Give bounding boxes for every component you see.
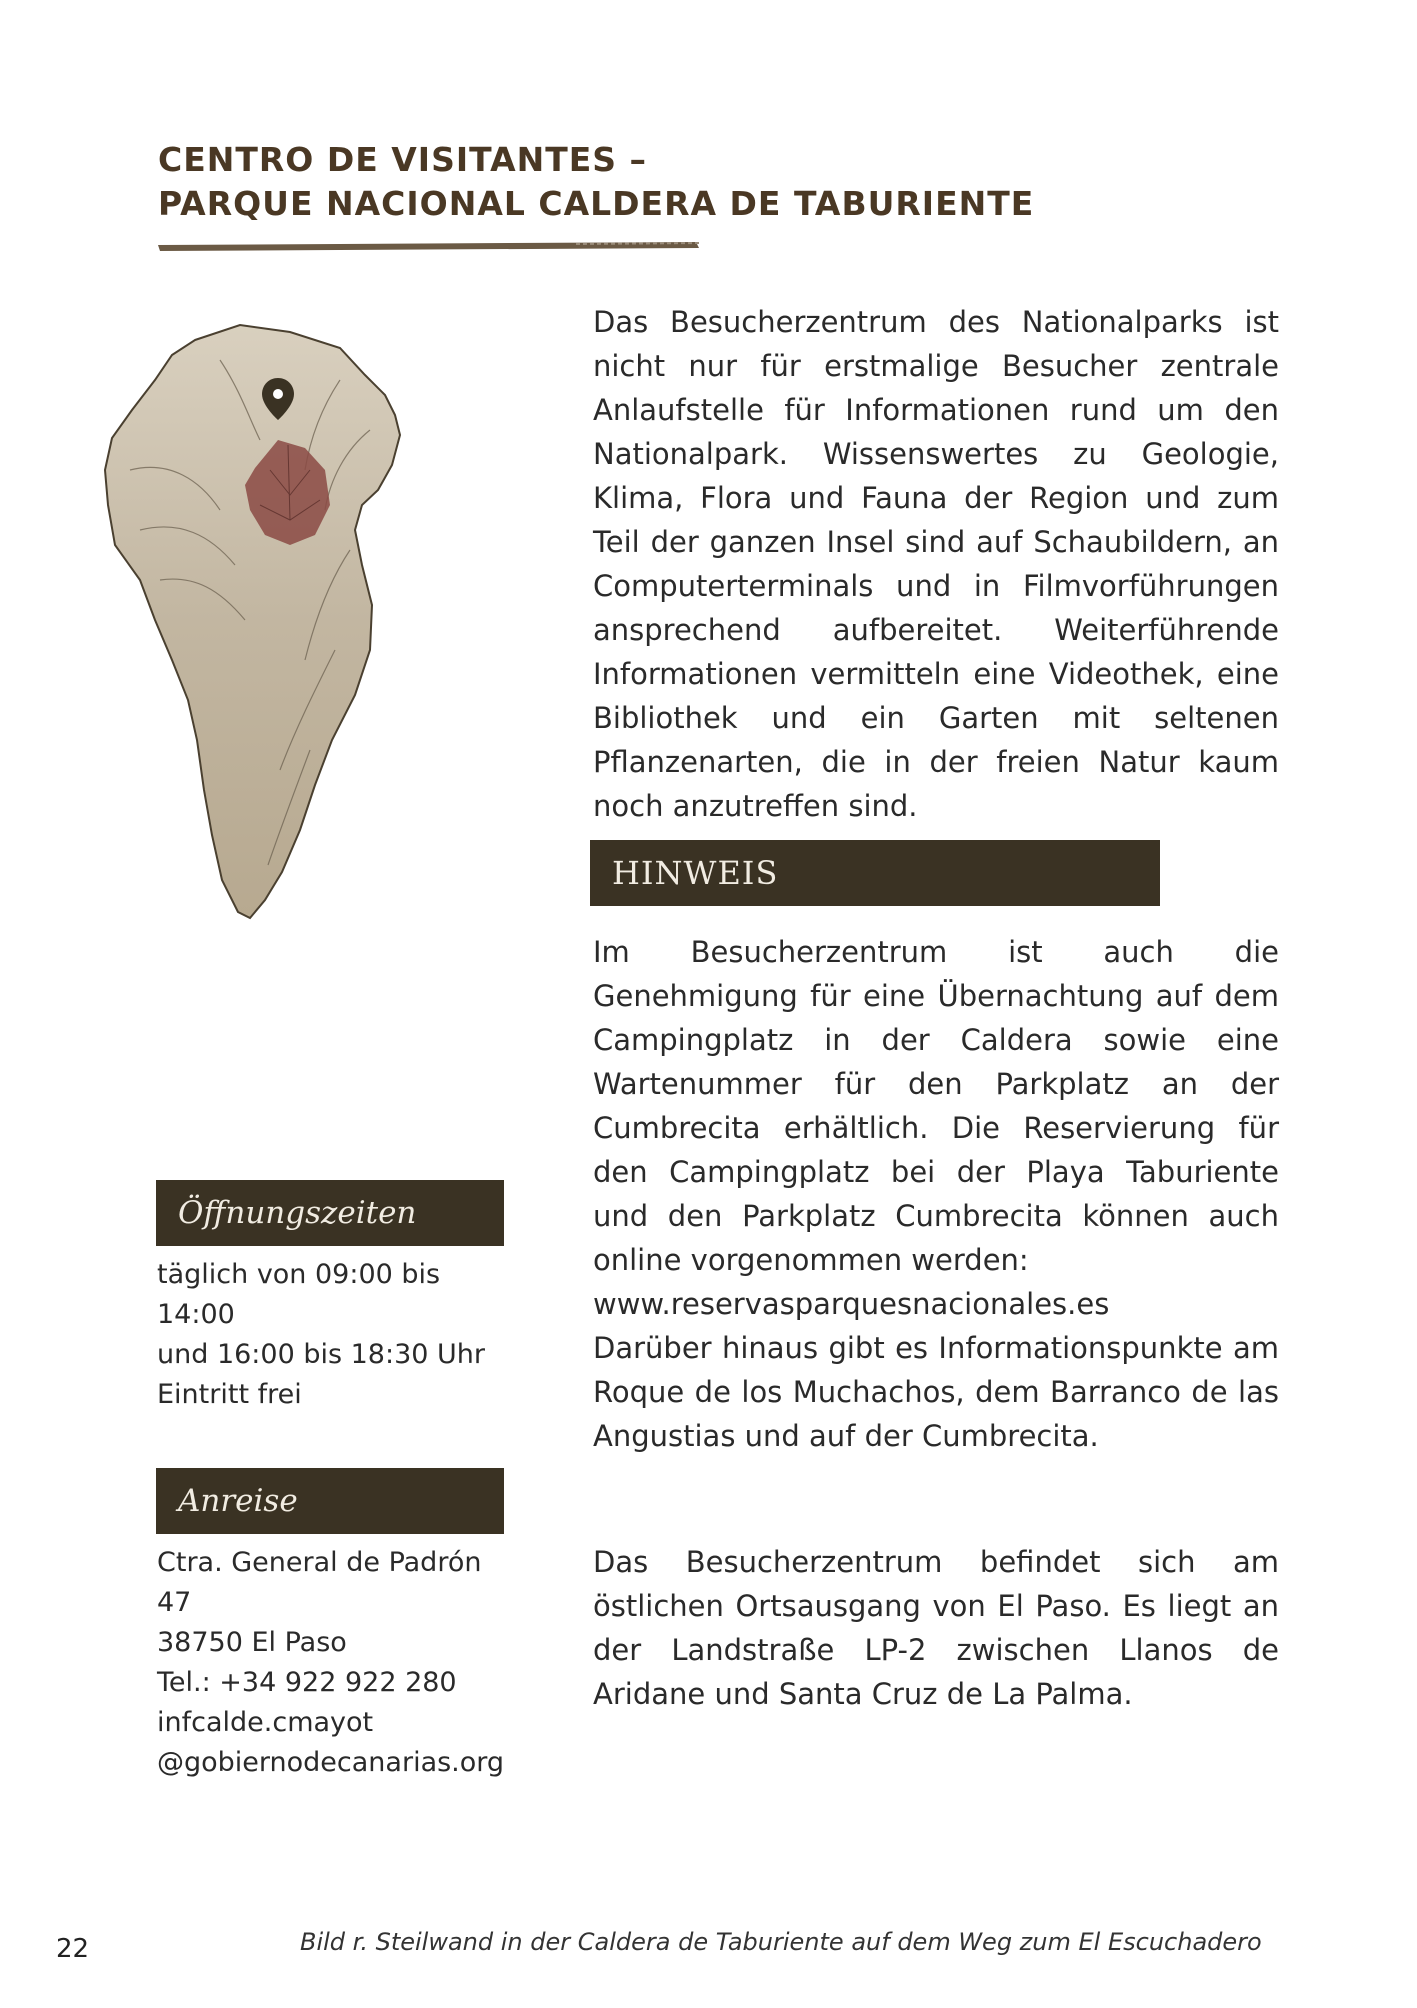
hours-line-2: und 16:00 bis 18:30 Uhr [157,1339,485,1370]
hinweis-text: Im Besucherzentrum ist auch die Genehmigung für eine Übernachtung auf dem Campingplatz in der Caldera sowie eine Wartenummer für den Parkplatz an der Cumbrecita erhältlich. Die Reservierung für den Campingplatz bei der Playa Taburiente und den Parkplatz Cumbrecita können auch online vorgenommen werden: [593,935,1279,1277]
intro-paragraph: Das Besucherzentrum des Nationalparks ist nicht nur für erstmalige Besucher zentrale Anlaufstelle für Informationen rund um den Nationalpark. Wissenswertes zu Geologie, Klima, Flora und Fauna der Region und zum Teil der ganzen Insel sind auf Schaubildern, an Computerterminals und in Filmvorführungen ansprechend aufbereitet. Weiterführende Informationen vermitteln eine Videothek, eine Bibliothek und ein Garten mit seltenen Pflanzenarten, die in der freien Natur kaum noch anzutreffen sind. [593,305,1279,823]
hours-line-1: täglich von 09:00 bis 14:00 [157,1259,441,1330]
photo-caption: Bild r. Steilwand in der Caldera de Taburiente auf dem Weg zum El Escuchadero [300,1928,1262,1956]
hinweis-text-2: Darüber hinaus gibt es Informationspunkte am Roque de los Muchachos, dem Barranco de las Angustias und auf der Cumbrecita. [593,1331,1279,1453]
anreise-label: Anreise [156,1468,504,1534]
title-line-2: PARQUE NACIONAL CALDERA DE TABURIENTE [158,184,1035,223]
address-email-1: infcalde.cmayot [157,1707,374,1738]
oeffnungszeiten-details [157,1255,517,1415]
oeffnungszeiten-label: Öffnungszeiten [156,1180,504,1246]
anreise-address [157,1543,517,1783]
admission-line: Eintritt frei [157,1379,302,1410]
title-line-1: CENTRO DE VISITANTES – [158,140,648,179]
address-street: Ctra. General de Padrón 47 [157,1547,482,1618]
anreise-paragraph: Das Besucherzentrum befindet sich am östlichen Ortsausgang von El Paso. Es liegt an der Landstraße LP-2 zwischen Llanos de Aridane und Santa Cruz de La Palma. [593,1545,1279,1711]
page-number: 22 [56,1934,90,1964]
address-phone: Tel.: +34 922 922 280 [157,1667,457,1698]
la-palma-map [100,320,500,940]
title-underline [156,238,701,254]
address-email-2: @gobiernodecanarias.org [157,1747,505,1778]
hinweis-url[interactable]: www.reservasparquesnacionales.es [593,1287,1110,1321]
hinweis-paragraph [593,930,1279,1458]
address-city: 38750 El Paso [157,1627,347,1658]
page-title [158,138,1034,226]
hinweis-label: HINWEIS [590,840,1160,906]
